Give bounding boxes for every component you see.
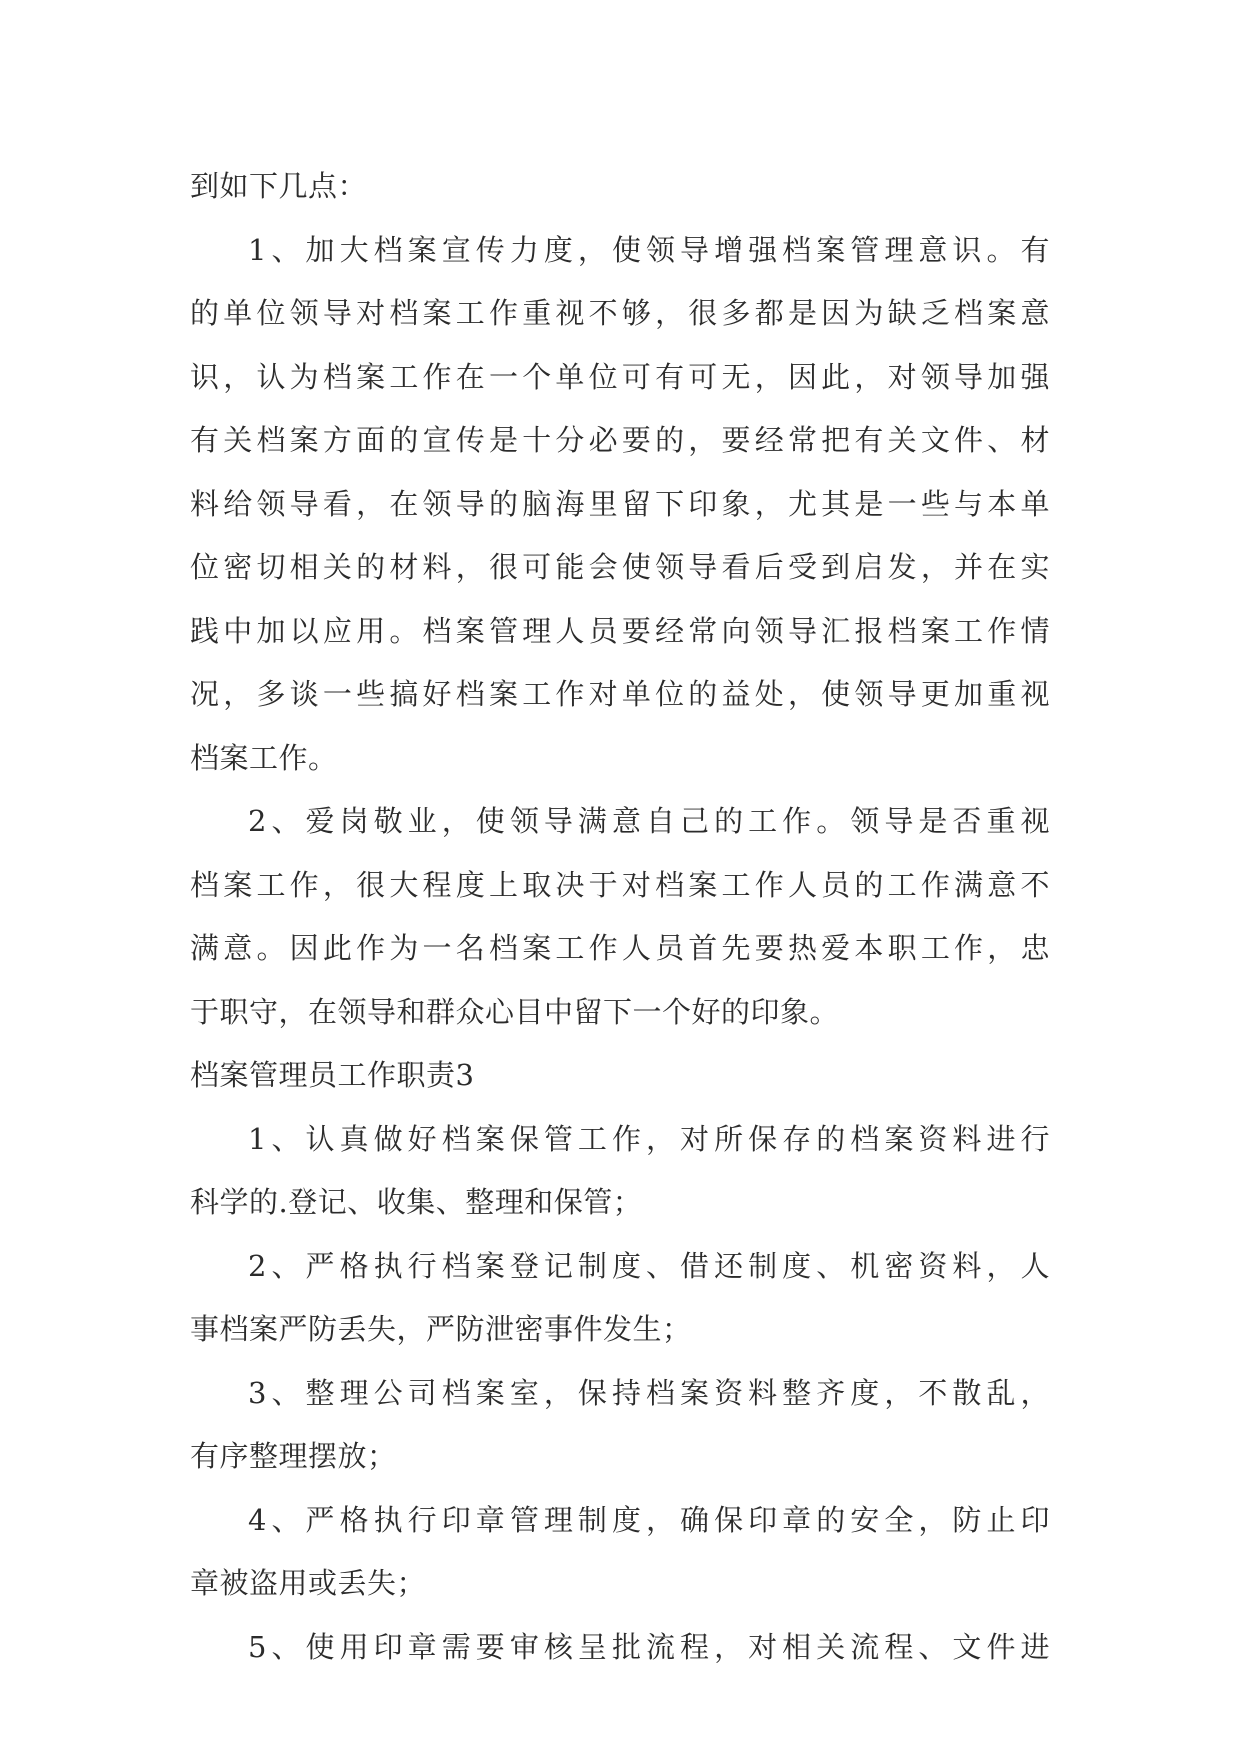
text-line: 档案工作，很大程度上取决于对档案工作人员的工作满意不 (190, 867, 1050, 902)
text-line: 践中加以应用。档案管理人员要经常向领导汇报档案工作情 (190, 613, 1050, 648)
text-line: 有序整理摆放； (190, 1439, 397, 1473)
paragraph (190, 1616, 1050, 1680)
paragraph (190, 1489, 1050, 1616)
text-line: 1、认真做好档案保管工作，对所保存的档案资料进行 (248, 1121, 1050, 1156)
text-line: 事档案严防丢失，严防泄密事件发生； (190, 1312, 692, 1346)
paragraph (190, 1235, 1050, 1362)
text-line: 档案工作。 (190, 740, 338, 775)
text-line: 的单位领导对档案工作重视不够，很多都是因为缺乏档案意 (190, 296, 1050, 330)
text-line: 识，认为档案工作在一个单位可有可无，因此，对领导加强 (190, 359, 1050, 394)
paragraph (190, 1362, 1050, 1489)
text-line: 满意。因此作为一名档案工作人员首先要热爱本职工作，忠 (190, 931, 1050, 965)
paragraph (190, 219, 1050, 791)
text-line: 位密切相关的材料，很可能会使领导看后受到启发，并在实 (190, 550, 1050, 584)
paragraph (190, 790, 1050, 1044)
heading-text: 档案管理员工作职责3 (190, 1058, 475, 1092)
text-line: 3、整理公司档案室，保持档案资料整齐度，不散乱， (248, 1375, 1050, 1410)
section-heading (190, 1044, 1050, 1108)
paragraph (190, 1108, 1050, 1235)
text-line: 4、严格执行印章管理制度，确保印章的安全，防止印 (248, 1502, 1050, 1537)
text-line: 况，多谈一些搞好档案工作对单位的益处，使领导更加重视 (190, 677, 1050, 711)
text-line: 到如下几点： (190, 169, 368, 203)
text-line: 有关档案方面的宣传是十分必要的，要经常把有关文件、材 (190, 423, 1050, 457)
document-body (190, 155, 1050, 1679)
text-line: 2、爱岗敬业，使领导满意自己的工作。领导是否重视 (248, 804, 1050, 838)
text-line: 于职守，在领导和群众心目中留下一个好的印象。 (190, 994, 840, 1029)
text-line: 5、使用印章需要审核呈批流程，对相关流程、文件进 (248, 1629, 1050, 1664)
text-line: 2、严格执行档案登记制度、借还制度、机密资料，人 (248, 1248, 1050, 1283)
text-line: 1、加大档案宣传力度，使领导增强档案管理意识。有 (248, 232, 1050, 267)
text-line: 科学的.登记、收集、整理和保管； (190, 1185, 643, 1219)
text-line: 料给领导看，在领导的脑海里留下印象，尤其是一些与本单 (190, 486, 1050, 521)
paragraph (190, 155, 1050, 219)
text-line: 章被盗用或丢失； (190, 1566, 427, 1600)
